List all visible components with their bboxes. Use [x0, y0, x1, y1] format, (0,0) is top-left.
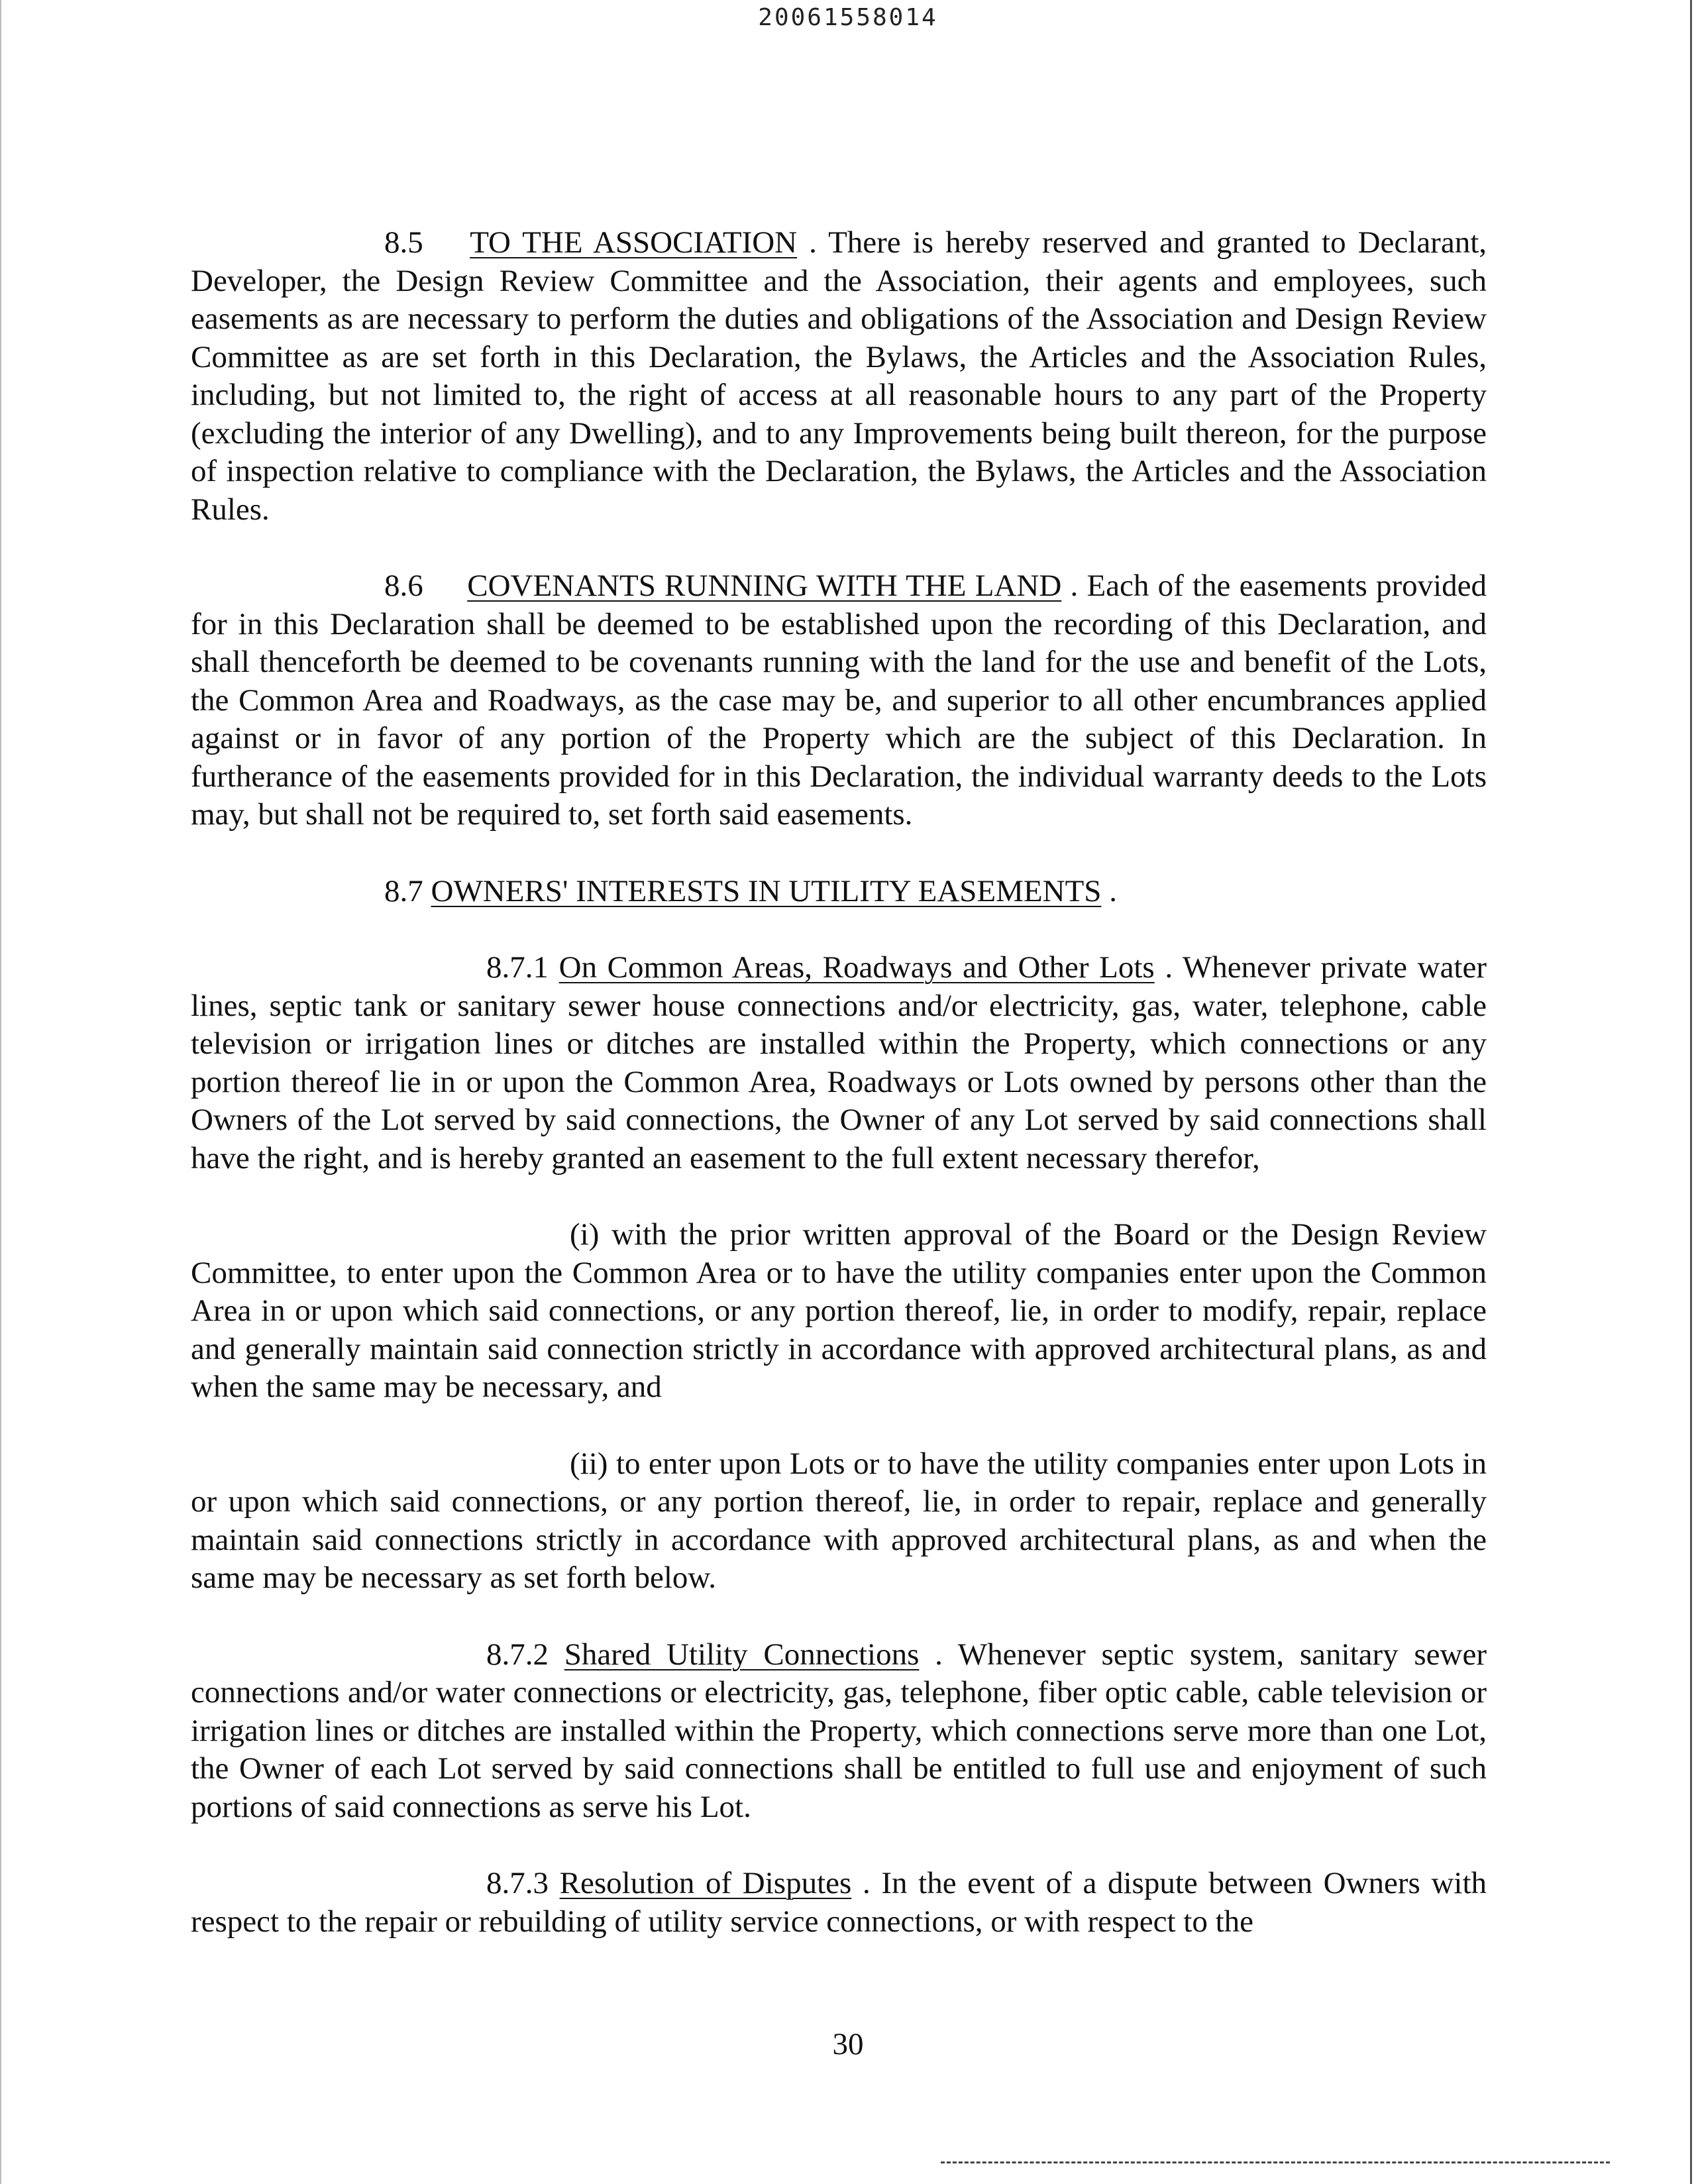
section-body: Whenever private water lines, septic tank or sanitary sewer house connections and/or electricity, gas, water, telephone, cable television or irrigation lines or ditches are installed within the Property, which connections or any portion thereof lie in or upon the Common Area, Roadways or Lots owned by persons other than the Owners of the Lot served by said connections, the Owner of any Lot served by said connections shall have the right, and is hereby granted an easement to the full extent necessary therefor, — [191, 950, 1487, 1175]
subsection-body: to enter upon Lots or to have the utility companies enter upon Lots in or upon which said connections, or any portion thereof, lie, in order to repair, replace and generally maintain said connections strictly in accordance with approved architectural plans, as and when the same may be necessary as set forth below. — [191, 1446, 1487, 1595]
subsection-marker: (ii) — [570, 1446, 608, 1481]
section-title: TO THE ASSOCIATION — [470, 225, 798, 260]
scan-edge-left — [0, 0, 1, 2184]
section-title: On Common Areas, Roadways and Other Lots — [558, 950, 1155, 985]
section-8-6: 8.6 COVENANTS RUNNING WITH THE LAND . Each of the easements provided for in this Declaration shall be deemed to be established upon the recording of this Declaration, and shall thenceforth be deemed to be covenants running with the land for the use and benefit of the Lots, the Common Area and Roadways, as the case may be, and superior to all other encumbrances applied against or in favor of any portion of the Property which are the subject of this Declaration. In furtherance of the easements provided for in this Declaration, the individual warranty deeds to the Lots may, but shall not be required to, set forth said easements. — [191, 569, 1487, 832]
subsection-body: with the prior written approval of the Board or the Design Review Committee, to enter upon the Common Area or to have the utility companies enter upon the Common Area in or upon which said connections, or any portion thereof, lie, in order to modify, repair, replace and generally maintain said connection strictly in accordance with approved architectural plans, as and when the same may be necessary, and — [191, 1217, 1487, 1404]
section-8-7-3: 8.7.3 Resolution of Disputes . In the event of a dispute between Owners with respect to the repair or rebuilding of utility service connections, or with respect to the — [191, 1866, 1487, 1939]
section-title: OWNERS' INTERESTS IN UTILITY EASEMENTS — [431, 873, 1102, 908]
footer-scan-rule — [941, 2161, 1610, 2163]
section-8-7-1: 8.7.1 On Common Areas, Roadways and Other Lots . Whenever private water lines, septic tank or sanitary sewer house connections and/or electricity, gas, water, telephone, cable television or irrigation lines or ditches are installed within the Property, which connections or any portion thereof lie in or upon the Common Area, Roadways or Lots owned by persons other than the Owners of the Lot served by said connections, the Owner of any Lot served by said connections shall have the right, and is hereby granted an easement to the full extent necessary therefor, — [191, 950, 1487, 1175]
section-body: There is hereby reserved and granted to Declarant, Developer, the Design Review Committee and the Association, their agents and employees, such easements as are necessary to perform the duties and obligations of the Association and Design Review Committee as are set forth in this Declaration, the Bylaws, the Articles and the Association Rules, including, but not limited to, the right of access at all reasonable hours to any part of the Property (excluding the interior of any Dwelling), and to any Improvements being built thereon, for the purpose of inspection relative to compliance with the Declaration, the Bylaws, the Articles and the Association Rules. — [191, 225, 1487, 527]
section-number: 8.7 — [384, 873, 423, 908]
section-number: 8.7.2 — [486, 1637, 549, 1672]
document-body — [191, 224, 1487, 1979]
section-title: Shared Utility Connections — [564, 1637, 920, 1672]
section-number: 8.7.3 — [486, 1866, 549, 1900]
section-body: In the event of a dispute between Owners with respect to the repair or rebuilding of utility service connections, or with respect to the — [191, 1866, 1487, 1939]
section-8-7: 8.7 OWNERS' INTERESTS IN UTILITY EASEMENTS . — [384, 873, 1117, 908]
section-body: Whenever septic system, sanitary sewer connections and/or water connections or electricity, gas, telephone, fiber optic cable, cable television or irrigation lines or ditches are installed within the Property, which connections serve more than one Lot, the Owner of each Lot served by said connections shall be entitled to full use and enjoyment of such portions of said connections as serve his Lot. — [191, 1637, 1487, 1824]
section-number: 8.7.1 — [486, 950, 549, 985]
section-8-7-2: 8.7.2 Shared Utility Connections . Whenever septic system, sanitary sewer connections and/or water connections or electricity, gas, telephone, fiber optic cable, cable television or irrigation lines or ditches are installed within the Property, which connections serve more than one Lot, the Owner of each Lot served by said connections shall be entitled to full use and enjoyment of such portions of said connections as serve his Lot. — [191, 1637, 1487, 1824]
section-number: 8.6 — [384, 569, 423, 603]
section-title: Resolution of Disputes — [559, 1866, 852, 1900]
subsection-i — [191, 1216, 1487, 1407]
scan-edge-right — [1690, 0, 1692, 2184]
page-number: 30 — [832, 2027, 864, 2061]
subsection-ii — [191, 1445, 1487, 1598]
section-title: COVENANTS RUNNING WITH THE LAND — [467, 569, 1062, 603]
section-body: Each of the easements provided for in this Declaration shall be deemed to be established upon the recording of this Declaration, and shall thenceforth be deemed to be covenants running with the land for the use and benefit of the Lots, the Common Area and Roadways, as the case may be, and superior to all other encumbrances applied against or in favor of any portion of the Property which are the subject of this Declaration. In furtherance of the easements provided for in this Declaration, the individual warranty deeds to the Lots may, but shall not be required to, set forth said easements. — [191, 569, 1487, 832]
document-number: 20061558014 — [758, 4, 938, 31]
section-number: 8.5 — [384, 225, 423, 260]
section-8-5: 8.5 TO THE ASSOCIATION . There is hereby reserved and granted to Declarant, Developer, the Design Review Committee and the Association, their agents and employees, such easements as are necessary to perform the duties and obligations of the Association and Design Review Committee as are set forth in this Declaration, the Bylaws, the Articles and the Association Rules, including, but not limited to, the right of access at all reasonable hours to any part of the Property (excluding the interior of any Dwelling), and to any Improvements being built thereon, for the purpose of inspection relative to compliance with the Declaration, the Bylaws, the Articles and the Association Rules. — [191, 225, 1487, 527]
subsection-marker: (i) — [570, 1217, 600, 1252]
